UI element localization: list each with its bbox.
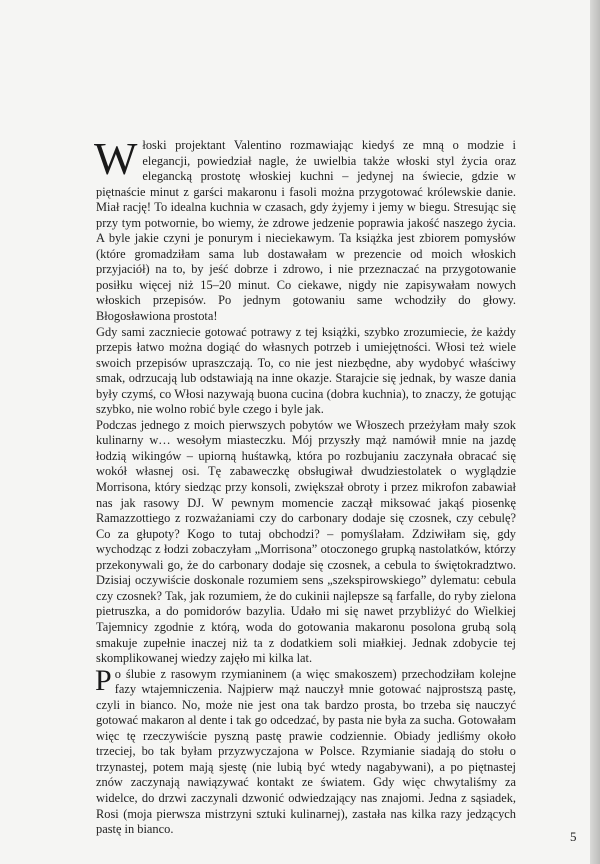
paragraph-text: o ślubie z rasowym rzymianinem (a więc smakoszem) przechodziłam kolejne fazy wtajemniczenia. Najpierw mąż nauczył mnie gotować najprostszą pastę, czyli in bianco. No, może nie jest ona tak bardzo prosta, bo trzeba się nauczyć gotować makaron al dente i tak go odcedzać, by pasta nie była za sucha. Gotowałam więc tę rzeczywiście pyszną pastę prawie codziennie. Obiady jedliśmy około trzeciej, bo tak byłam przyzwyczajona w Polsce. Rzymianie siadają do stołu o trzynastej, potem mają sjestę (nie lubią być wtedy nagabywani), a po piętnastej znów zaczynają nawiązywać kontakt ze światem. Gdy więc chwytaliśmy za widelce, do drzwi zaczynali dzwonić odwiedzający nas znajomi. Jedna z sąsiadek, Rosi (moja pierwsza mistrzyni sztuki kulinarnej), zastała nas kilka razy jedzących pastę in bianco. xyxy=(96,666,516,837)
paragraph-text: łoski projektant Valentino rozmawiając kiedyś ze mną o modzie i elegancji, powiedział nagle, że uwielbia także włoski styl życia oraz elegancką prostotę włoskiej kuchni – jedynej na świecie, gdzie w piętnaście minut z garści makaronu i fasoli można przygotować królewskie danie. Miał rację! To idealna kuchnia w czasach, gdy żyjemy i jemy w biegu. Stresując się przy tym potwornie, bo wiemy, że zdrowe jedzenie poprawia jakość naszego życia. A byle jakie czyni je ponurym i nieciekawym. Ta książka jest zbiorem pomysłów (które gromadziłam sama lub dostawałam w prezencie od moich włoskich przyjaciół) na to, by jeść dobrze i zdrowo, i nie przeznaczać na przygotowanie posiłku więcej niż 15–20 minut. Co ciekawe, nigdy nie zapisywałam nowych włoskich przepisów. Po jednym gotowaniu same wchodziły do głowy. Błogosławiona prostota! xyxy=(96,138,516,324)
page-number: 5 xyxy=(570,829,577,844)
drop-cap: W xyxy=(94,133,138,184)
page-edge xyxy=(590,0,600,864)
paragraph-text: Gdy sami zaczniecie gotować potrawy z tej książki, szybko zrozumiecie, że każdy przepis łatwo można dogiąć do własnych potrzeb i umiejętności. Włosi też wiele swoich przepisów upraszczają. To, co nie jest niezbędne, aby wydobyć właściwy smak, odrzucają lub odstawiają na inne okazje. Starajcie się jednak, by wasze dania były czymś, co Włosi nazywają buona cucina (dobra kuchnia), to znaczy, że gotując szybko, nie wolno robić byle czego i byle jak. xyxy=(96,324,516,417)
drop-cap: P xyxy=(95,663,112,697)
body-text xyxy=(94,133,516,838)
paragraph-1 xyxy=(94,133,516,325)
paragraph-3 xyxy=(96,418,516,667)
paragraph-2 xyxy=(96,325,516,418)
paragraph-4 xyxy=(95,663,516,838)
paragraph-text: Podczas jednego z moich pierwszych pobytów we Włoszech przeżyłam mały szok kulinarny w… wesołym miasteczku. Mój przyszły mąż namówił mnie na jazdę łodzią wikingów – upiorną huśtawką, która po rozbujaniu zaczynała obracać się wokół własnej osi. Tę zabaweczkę obsługiwał dwudziestolatek o wyglądzie Morrisona, który siedząc przy konsoli, zwiększał obroty i przez mikrofon zabawiał nas jak rasowy DJ. W pewnym momencie zaczął miksować jakąś piosenkę Ramazzottiego z rozważaniami czy do carbonary dodaje się czosnek, czy cebulę? Co za głupoty? Kogo to tutaj obchodzi? – pomyślałam. Zdziwiłam się, gdy wychodząc z łodzi zobaczyłam „Morrisona” otoczonego grupką nastolatków, którzy przekonywali go, że do carbonary dodaje się czosnek, a cebula to świętokradztwo. Dzisiaj oczywiście doskonale rozumiem sens „szekspirowskiego” dylematu: cebula czy czosnek? Tak, jak rozumiem, że do cukinii najlepsze są farfalle, do ryby zielona pietruszka, a do pomidorów bazylia. Udało mi się nawet przybliżyć do Wielkiej Tajemnicy zgodnie z którą, woda do gotowania makaronu posolona grubą solą smakuje zupełnie inaczej niż ta z dodatkiem soli miałkiej. Jednak zdobycie tej skomplikowanej wiedzy zajęło mi kilka lat. xyxy=(96,417,516,666)
